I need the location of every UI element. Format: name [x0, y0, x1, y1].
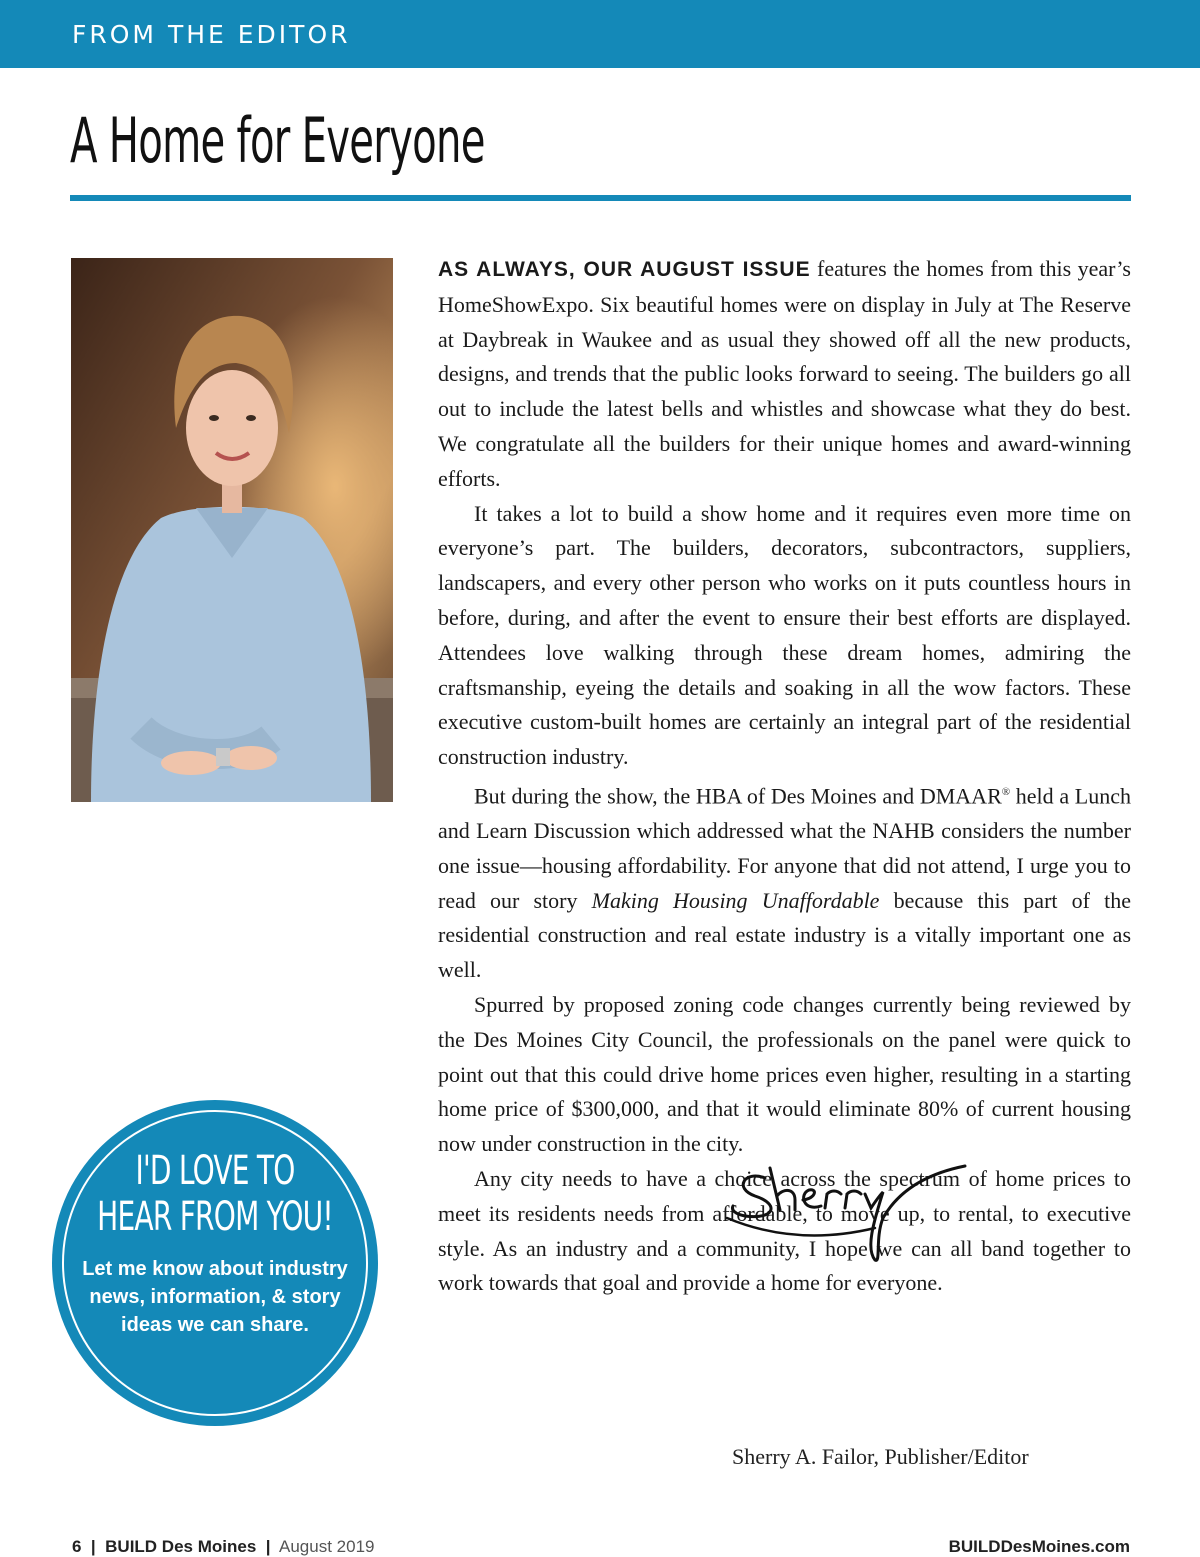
- publication-name: BUILD Des Moines: [105, 1537, 257, 1556]
- lead-in: AS ALWAYS, OUR AUGUST ISSUE: [438, 258, 811, 281]
- story-title-reference: Making Housing Unaffordable: [591, 887, 880, 913]
- paragraph-1: [438, 252, 1131, 497]
- editor-name-title: Sherry A. Failor, Publisher/Editor: [732, 1444, 1029, 1469]
- editor-portrait-photo: [71, 258, 393, 802]
- title-rule: [70, 195, 1131, 201]
- callout-body: Let me know about industry news, information, & story ideas we can share.: [82, 1258, 348, 1336]
- website-link[interactable]: BUILDDesMoines.com: [948, 1537, 1130, 1556]
- footer-folio: 6 | BUILD Des Moines | August 2019: [72, 1537, 375, 1556]
- page-number: 6: [72, 1537, 82, 1556]
- section-header-bar: [0, 0, 1200, 68]
- paragraph-5: Any city needs to have a choice across the spectrum of home prices to meet its residents needs from affordable, to move up, to rental, to executive style. As an industry and a community, I hope we can all band together to work towards that goal and provide a home for everyone.: [438, 1166, 1131, 1296]
- paragraph-4: Spurred by proposed zoning code changes currently being reviewed by the Des Moines City Council, the professionals on the panel were quick to point out that this could drive home prices even higher, resulting in a starting home price of $300,000, and that it would eliminate 80% of current housing now under construction in the city.: [438, 992, 1131, 1157]
- callout-heading: I'D LOVE TO HEAR FROM YOU!: [97, 1148, 333, 1240]
- paragraph-3: But during the show, the HBA of Des Moines and DMAAR® held a Lunch and Learn Discussion which addressed what the NAHB considers the number one issue—housing affordability. For anyone that did not attend, I urge you to read our story Making Housing Unaffordable because this part of the residential construction and real estate industry is a vitally important one as well.: [438, 783, 1132, 983]
- feedback-callout-badge: [52, 1100, 378, 1426]
- paragraph-1-text: features the homes from this year’s HomeShowExpo. Six beautiful homes were on display in July at The Reserve at Daybreak in Waukee and as usual they showed off all the new products, designs, and trends that the public looks forward to seeing. The builders go all out to include the latest bells and whistles and showcase what they do best. We congratulate all the builders for their unique homes and award-winning efforts.: [438, 256, 1131, 491]
- article-title: A Home for Everyone: [70, 104, 485, 177]
- section-label: FROM THE EDITOR: [72, 20, 351, 49]
- issue-date: August 2019: [279, 1537, 375, 1556]
- paragraph-2: It takes a lot to build a show home and it requires even more time on everyone’s part. The builders, decorators, subcontractors, suppliers, landscapers, and every other person who works on it puts countless hours in before, during, and after the event to ensure their best efforts are displayed. Attendees love walking through these dream homes, admiring the craftsmanship, eyeing the details and soaking in all the wow factors. These executive custom-built homes are certainly an integral part of the residential construction industry.: [438, 500, 1131, 770]
- handwritten-signature: [725, 1148, 985, 1268]
- article-body: [438, 252, 1131, 1301]
